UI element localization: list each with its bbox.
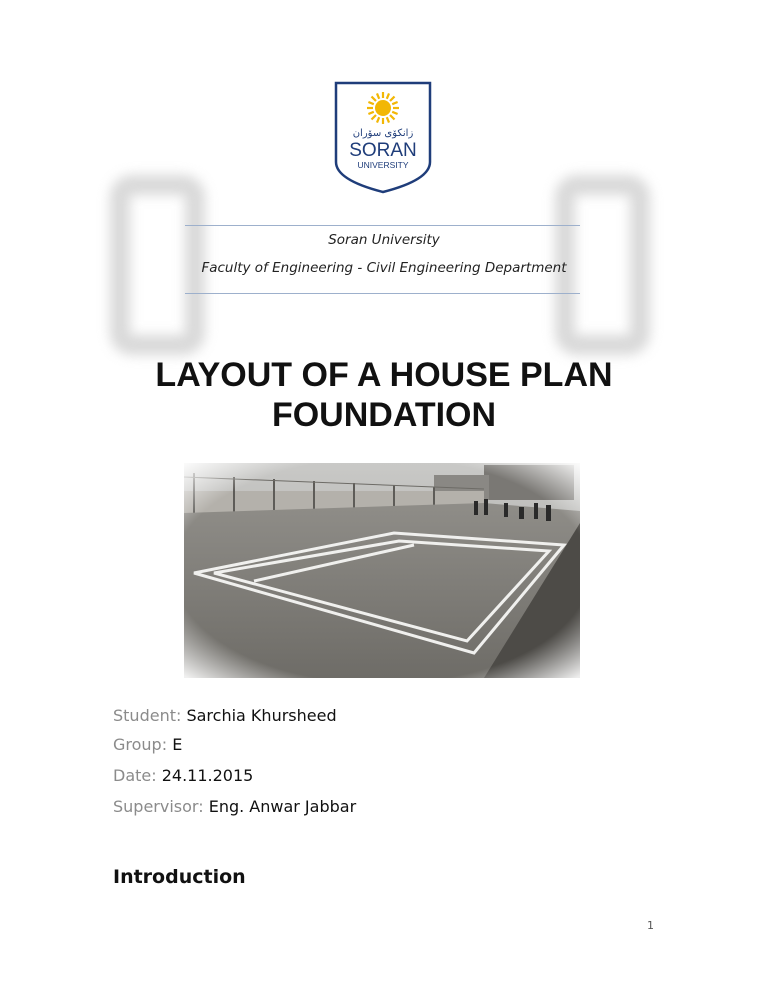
date-label: Date: <box>113 766 157 785</box>
group-line <box>113 735 182 755</box>
university-name: Soran University <box>328 232 440 248</box>
logo-name-line1: SORAN <box>349 140 417 161</box>
supervisor-value: Eng. Anwar Jabbar <box>208 797 357 816</box>
divider-top <box>185 225 580 226</box>
date-value: 24.11.2015 <box>161 766 254 785</box>
title-line-1: LAYOUT OF A HOUSE PLAN <box>155 356 613 394</box>
student-label: Student: <box>113 706 182 725</box>
logo-arabic-text: زانكۆی سۆران <box>352 128 414 139</box>
student-line <box>113 706 337 726</box>
student-value: Sarchia Khursheed <box>186 706 337 725</box>
logo-name-line2: UNIVERSITY <box>357 160 409 170</box>
divider-bottom <box>185 293 580 294</box>
title-line-2: FOUNDATION <box>271 396 497 434</box>
document-title <box>60 355 708 435</box>
group-label: Group: <box>113 735 168 754</box>
soran-university-logo <box>333 80 433 195</box>
section-heading-introduction: Introduction <box>113 866 246 888</box>
page-number: 1 <box>647 919 654 932</box>
supervisor-line <box>113 797 356 817</box>
group-value: E <box>172 735 183 754</box>
site-layout-photo <box>184 463 580 678</box>
sun-icon <box>367 92 399 124</box>
supervisor-label: Supervisor: <box>113 797 204 816</box>
faculty-department: Faculty of Engineering - Civil Engineering Department <box>201 260 567 276</box>
date-line <box>113 766 253 786</box>
